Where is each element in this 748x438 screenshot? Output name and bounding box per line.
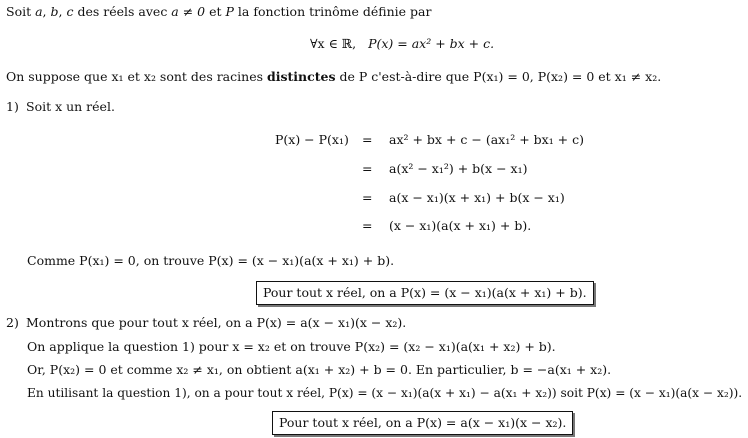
var-a: a [35, 4, 43, 19]
question-2-heading [6, 315, 406, 331]
hypothesis-paragraph [6, 69, 661, 85]
boxed-result: Pour tout x réel, on a P(x) = a(x − x₁)(x − x₂). [279, 415, 567, 430]
boxed-result: Pour tout x réel, on a P(x) = (x − x₁)(a(x + x₁) + b). [263, 285, 587, 300]
question-1-heading [6, 99, 115, 115]
question-number: 1) [6, 99, 19, 114]
question-statement: Soit x un réel. [26, 99, 115, 114]
question-2-line-1: On applique la question 1) pour x = x₂ et on trouve P(x₂) = (x₂ − x₁)(a(x₁ + x₂) + b). [27, 339, 556, 354]
intro-text: Soit [6, 4, 36, 19]
quantifier: ∀x ∈ ℝ, [310, 36, 357, 51]
equals-sign: = [362, 190, 373, 205]
question-number: 2) [6, 315, 19, 330]
hypothesis-text: de P c'est-à-dire que P(x₁) = 0, P(x₂) = 0 et x₁ ≠ x₂. [335, 69, 662, 84]
question-2-line-3: En utilisant la question 1), on a pour tout x réel, P(x) = (x − x₁)(a(x + x₁) − a(x₁ + x₂)) soit P(x) = (x − x₁)(a(x − x₂)). [27, 386, 743, 400]
nonzero-condition: a ≠ 0 [171, 4, 206, 19]
equals-sign: = [362, 218, 373, 233]
equation-rhs: (x − x₁)(a(x + x₁) + b). [389, 218, 532, 233]
question-1-conclusion: Comme P(x₁) = 0, on trouve P(x) = (x − x₁)(a(x + x₁) + b). [27, 253, 395, 268]
trinome-formula: P(x) = ax² + bx + c. [368, 36, 495, 51]
equation-rhs: a(x² − x₁²) + b(x − x₁) [389, 161, 528, 176]
hypothesis-text: On suppose que x₁ et x₂ sont des racines [6, 69, 267, 84]
equation-rhs: ax² + bx + c − (ax₁² + bx₁ + c) [389, 132, 585, 147]
var-b: b [50, 4, 59, 19]
intro-text: et [205, 4, 226, 19]
intro-text: des réels avec [73, 4, 172, 19]
equals-sign: = [362, 132, 373, 147]
intro-paragraph [6, 4, 431, 20]
question-2-result-box [272, 411, 573, 435]
distinctes-emphasis: distinctes [266, 69, 336, 84]
definition-formula [310, 36, 494, 52]
intro-text: la fonction trinôme définie par [233, 4, 432, 19]
question-1-result-box [256, 281, 594, 305]
equation-lhs: P(x) − P(x₁) [275, 132, 349, 147]
intro-sep: , [58, 4, 67, 19]
question-statement: Montrons que pour tout x réel, on a P(x) = a(x − x₁)(x − x₂). [26, 315, 407, 330]
question-2-line-2: Or, P(x₂) = 0 et comme x₂ ≠ x₁, on obtient a(x₁ + x₂) + b = 0. En particulier, b = −a(x₁ + x₂). [27, 362, 612, 377]
var-P: P [225, 4, 234, 19]
var-c: c [66, 4, 74, 19]
intro-sep: , [42, 4, 51, 19]
equation-rhs: a(x − x₁)(x + x₁) + b(x − x₁) [389, 190, 565, 205]
equals-sign: = [362, 161, 373, 176]
